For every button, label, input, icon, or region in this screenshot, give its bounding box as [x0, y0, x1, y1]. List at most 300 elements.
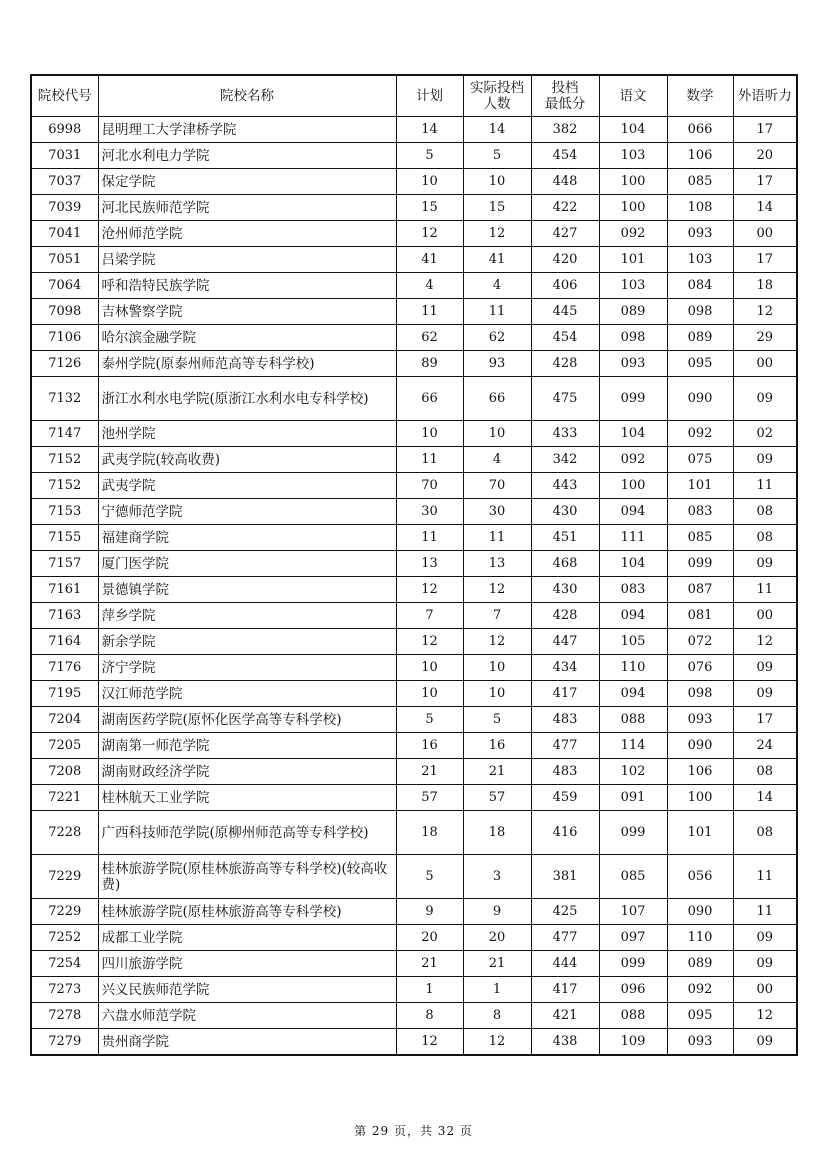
- cell-plan: 66: [396, 377, 463, 421]
- cell-chinese: 105: [599, 629, 667, 655]
- cell-math: 090: [667, 899, 733, 925]
- cell-chinese: 100: [599, 195, 667, 221]
- cell-name: 池州学院: [98, 421, 396, 447]
- cell-plan: 10: [396, 681, 463, 707]
- cell-actual: 12: [463, 629, 531, 655]
- header-math: 数学: [667, 75, 733, 117]
- cell-chinese: 094: [599, 603, 667, 629]
- cell-min-score: 447: [531, 629, 599, 655]
- cell-code: 7176: [31, 655, 98, 681]
- cell-code: 7228: [31, 811, 98, 855]
- cell-actual: 10: [463, 655, 531, 681]
- table-row: [31, 169, 797, 195]
- cell-plan: 18: [396, 811, 463, 855]
- cell-plan: 12: [396, 577, 463, 603]
- cell-min-score: 342: [531, 447, 599, 473]
- cell-listening: 17: [733, 117, 797, 143]
- table-row: [31, 655, 797, 681]
- cell-code: 7164: [31, 629, 98, 655]
- cell-chinese: 103: [599, 143, 667, 169]
- table-row: [31, 603, 797, 629]
- table-row: [31, 499, 797, 525]
- cell-listening: 12: [733, 299, 797, 325]
- cell-actual: 41: [463, 247, 531, 273]
- cell-code: 7273: [31, 977, 98, 1003]
- cell-actual: 93: [463, 351, 531, 377]
- cell-actual: 1: [463, 977, 531, 1003]
- cell-min-score: 445: [531, 299, 599, 325]
- cell-min-score: 483: [531, 759, 599, 785]
- cell-listening: 17: [733, 707, 797, 733]
- cell-actual: 15: [463, 195, 531, 221]
- cell-listening: 08: [733, 499, 797, 525]
- cell-code: 7132: [31, 377, 98, 421]
- cell-chinese: 085: [599, 855, 667, 899]
- cell-listening: 14: [733, 195, 797, 221]
- cell-name: 河北民族师范学院: [98, 195, 396, 221]
- cell-chinese: 098: [599, 325, 667, 351]
- cell-math: 100: [667, 785, 733, 811]
- cell-listening: 09: [733, 681, 797, 707]
- cell-math: 110: [667, 925, 733, 951]
- cell-min-score: 382: [531, 117, 599, 143]
- header-plan: 计划: [396, 75, 463, 117]
- cell-code: 7229: [31, 855, 98, 899]
- cell-code: 7221: [31, 785, 98, 811]
- cell-name: 武夷学院(较高收费): [98, 447, 396, 473]
- cell-chinese: 109: [599, 1029, 667, 1056]
- cell-name: 浙江水利水电学院(原浙江水利水电专科学校): [98, 377, 396, 421]
- cell-name: 泰州学院(原泰州师范高等专科学校): [98, 351, 396, 377]
- cell-code: 7279: [31, 1029, 98, 1056]
- table-row: [31, 629, 797, 655]
- table-row: [31, 421, 797, 447]
- cell-code: 7254: [31, 951, 98, 977]
- cell-listening: 14: [733, 785, 797, 811]
- table-row: [31, 759, 797, 785]
- cell-math: 101: [667, 811, 733, 855]
- cell-math: 092: [667, 421, 733, 447]
- cell-code: 7039: [31, 195, 98, 221]
- cell-math: 084: [667, 273, 733, 299]
- cell-math: 106: [667, 143, 733, 169]
- page-number: 第 29 页，共 32 页: [354, 1124, 473, 1138]
- cell-code: 7037: [31, 169, 98, 195]
- cell-math: 090: [667, 733, 733, 759]
- cell-chinese: 097: [599, 925, 667, 951]
- cell-math: 095: [667, 1003, 733, 1029]
- cell-min-score: 381: [531, 855, 599, 899]
- cell-actual: 62: [463, 325, 531, 351]
- cell-actual: 10: [463, 421, 531, 447]
- cell-code: 7051: [31, 247, 98, 273]
- table-row: [31, 977, 797, 1003]
- cell-actual: 18: [463, 811, 531, 855]
- cell-chinese: 110: [599, 655, 667, 681]
- table-row: [31, 733, 797, 759]
- cell-name: 成都工业学院: [98, 925, 396, 951]
- cell-chinese: 111: [599, 525, 667, 551]
- cell-listening: 09: [733, 925, 797, 951]
- cell-name: 汉江师范学院: [98, 681, 396, 707]
- cell-min-score: 421: [531, 1003, 599, 1029]
- table-row: [31, 1003, 797, 1029]
- cell-name: 昆明理工大学津桥学院: [98, 117, 396, 143]
- cell-name: 保定学院: [98, 169, 396, 195]
- cell-code: 7278: [31, 1003, 98, 1029]
- cell-min-score: 477: [531, 925, 599, 951]
- table-row: [31, 1029, 797, 1056]
- cell-min-score: 416: [531, 811, 599, 855]
- cell-actual: 12: [463, 1029, 531, 1056]
- cell-math: 093: [667, 1029, 733, 1056]
- cell-listening: 17: [733, 247, 797, 273]
- table-row: [31, 951, 797, 977]
- cell-chinese: 088: [599, 707, 667, 733]
- cell-plan: 1: [396, 977, 463, 1003]
- cell-math: 081: [667, 603, 733, 629]
- cell-name: 福建商学院: [98, 525, 396, 551]
- table-row: [31, 351, 797, 377]
- cell-listening: 00: [733, 603, 797, 629]
- table-row: [31, 785, 797, 811]
- table-row: [31, 195, 797, 221]
- header-min-score: [531, 75, 599, 117]
- cell-min-score: 425: [531, 899, 599, 925]
- cell-min-score: 417: [531, 681, 599, 707]
- cell-actual: 70: [463, 473, 531, 499]
- cell-listening: 08: [733, 525, 797, 551]
- cell-actual: 10: [463, 681, 531, 707]
- cell-plan: 16: [396, 733, 463, 759]
- cell-plan: 12: [396, 1029, 463, 1056]
- cell-math: 101: [667, 473, 733, 499]
- cell-actual: 66: [463, 377, 531, 421]
- cell-actual: 7: [463, 603, 531, 629]
- cell-listening: 17: [733, 169, 797, 195]
- cell-chinese: 099: [599, 951, 667, 977]
- cell-name: 武夷学院: [98, 473, 396, 499]
- cell-name: 兴义民族师范学院: [98, 977, 396, 1003]
- header-code: 院校代号: [31, 75, 98, 117]
- cell-plan: 5: [396, 855, 463, 899]
- cell-plan: 12: [396, 629, 463, 655]
- cell-math: 095: [667, 351, 733, 377]
- cell-name: 贵州商学院: [98, 1029, 396, 1056]
- cell-math: 072: [667, 629, 733, 655]
- cell-plan: 11: [396, 299, 463, 325]
- cell-math: 076: [667, 655, 733, 681]
- cell-actual: 10: [463, 169, 531, 195]
- cell-code: 7098: [31, 299, 98, 325]
- cell-code: 7152: [31, 473, 98, 499]
- cell-min-score: 428: [531, 351, 599, 377]
- cell-code: 7204: [31, 707, 98, 733]
- cell-listening: 29: [733, 325, 797, 351]
- cell-math: 089: [667, 951, 733, 977]
- cell-name: 吉林警察学院: [98, 299, 396, 325]
- cell-name: 湖南医药学院(原怀化医学高等专科学校): [98, 707, 396, 733]
- cell-chinese: 091: [599, 785, 667, 811]
- cell-actual: 8: [463, 1003, 531, 1029]
- cell-min-score: 448: [531, 169, 599, 195]
- cell-min-score: 417: [531, 977, 599, 1003]
- cell-code: 7208: [31, 759, 98, 785]
- cell-actual: 4: [463, 447, 531, 473]
- cell-math: 099: [667, 551, 733, 577]
- table-header-row: [31, 75, 797, 117]
- cell-name: 宁德师范学院: [98, 499, 396, 525]
- cell-min-score: 451: [531, 525, 599, 551]
- cell-listening: 09: [733, 951, 797, 977]
- cell-name: 河北水利电力学院: [98, 143, 396, 169]
- cell-name: 桂林旅游学院(原桂林旅游高等专科学校): [98, 899, 396, 925]
- cell-code: 7205: [31, 733, 98, 759]
- cell-code: 7153: [31, 499, 98, 525]
- cell-actual: 12: [463, 221, 531, 247]
- cell-name: 沧州师范学院: [98, 221, 396, 247]
- cell-code: 6998: [31, 117, 98, 143]
- cell-min-score: 443: [531, 473, 599, 499]
- cell-listening: 11: [733, 855, 797, 899]
- cell-actual: 12: [463, 577, 531, 603]
- cell-name: 新余学院: [98, 629, 396, 655]
- cell-code: 7147: [31, 421, 98, 447]
- cell-name: 六盘水师范学院: [98, 1003, 396, 1029]
- cell-name: 萍乡学院: [98, 603, 396, 629]
- cell-plan: 14: [396, 117, 463, 143]
- cell-actual: 13: [463, 551, 531, 577]
- cell-chinese: 094: [599, 499, 667, 525]
- cell-min-score: 433: [531, 421, 599, 447]
- cell-plan: 4: [396, 273, 463, 299]
- cell-math: 103: [667, 247, 733, 273]
- cell-chinese: 100: [599, 473, 667, 499]
- cell-math: 087: [667, 577, 733, 603]
- cell-math: 098: [667, 299, 733, 325]
- table-row: [31, 299, 797, 325]
- table-row: [31, 577, 797, 603]
- cell-listening: 08: [733, 759, 797, 785]
- cell-name: 广西科技师范学院(原柳州师范高等专科学校): [98, 811, 396, 855]
- cell-actual: 9: [463, 899, 531, 925]
- cell-code: 7155: [31, 525, 98, 551]
- cell-chinese: 083: [599, 577, 667, 603]
- cell-name: 吕梁学院: [98, 247, 396, 273]
- cell-code: 7152: [31, 447, 98, 473]
- cell-math: 083: [667, 499, 733, 525]
- cell-plan: 8: [396, 1003, 463, 1029]
- cell-plan: 41: [396, 247, 463, 273]
- table-row: [31, 247, 797, 273]
- cell-listening: 09: [733, 1029, 797, 1056]
- cell-min-score: 430: [531, 577, 599, 603]
- cell-min-score: 454: [531, 325, 599, 351]
- header-listening: 外语听力: [733, 75, 797, 117]
- cell-chinese: 104: [599, 117, 667, 143]
- cell-min-score: 420: [531, 247, 599, 273]
- header-chinese: 语文: [599, 75, 667, 117]
- cell-code: 7064: [31, 273, 98, 299]
- cell-min-score: 406: [531, 273, 599, 299]
- cell-name: 济宁学院: [98, 655, 396, 681]
- cell-listening: 20: [733, 143, 797, 169]
- cell-math: 085: [667, 525, 733, 551]
- cell-actual: 21: [463, 951, 531, 977]
- cell-listening: 00: [733, 977, 797, 1003]
- table-row: [31, 221, 797, 247]
- table-row: [31, 143, 797, 169]
- cell-code: 7163: [31, 603, 98, 629]
- cell-min-score: 468: [531, 551, 599, 577]
- table-row: [31, 811, 797, 855]
- cell-actual: 4: [463, 273, 531, 299]
- cell-math: 098: [667, 681, 733, 707]
- cell-code: 7031: [31, 143, 98, 169]
- cell-actual: 21: [463, 759, 531, 785]
- cell-code: 7157: [31, 551, 98, 577]
- cell-min-score: 454: [531, 143, 599, 169]
- cell-math: 089: [667, 325, 733, 351]
- header-actual-line2: 人数: [483, 96, 511, 112]
- cell-min-score: 422: [531, 195, 599, 221]
- table-row: [31, 551, 797, 577]
- cell-math: 090: [667, 377, 733, 421]
- cell-chinese: 104: [599, 421, 667, 447]
- cell-math: 093: [667, 707, 733, 733]
- cell-actual: 30: [463, 499, 531, 525]
- cell-listening: 09: [733, 655, 797, 681]
- cell-chinese: 088: [599, 1003, 667, 1029]
- table-row: [31, 377, 797, 421]
- cell-plan: 20: [396, 925, 463, 951]
- cell-listening: 11: [733, 899, 797, 925]
- cell-min-score: 430: [531, 499, 599, 525]
- table-row: [31, 707, 797, 733]
- cell-plan: 7: [396, 603, 463, 629]
- cell-plan: 30: [396, 499, 463, 525]
- cell-name: 湖南财政经济学院: [98, 759, 396, 785]
- cell-plan: 10: [396, 655, 463, 681]
- cell-math: 108: [667, 195, 733, 221]
- cell-plan: 9: [396, 899, 463, 925]
- cell-name: 桂林旅游学院(原桂林旅游高等专科学校)(较高收费): [98, 855, 396, 899]
- header-min-line2: 最低分: [544, 96, 586, 112]
- cell-actual: 11: [463, 299, 531, 325]
- cell-actual: 3: [463, 855, 531, 899]
- header-actual-line1: 实际投档: [470, 80, 524, 96]
- cell-name: 四川旅游学院: [98, 951, 396, 977]
- cell-chinese: 089: [599, 299, 667, 325]
- table-body: [31, 117, 797, 1056]
- table-row: [31, 117, 797, 143]
- table-row: [31, 899, 797, 925]
- table-row: [31, 447, 797, 473]
- table-row: [31, 681, 797, 707]
- cell-chinese: 114: [599, 733, 667, 759]
- cell-listening: 02: [733, 421, 797, 447]
- cell-math: 066: [667, 117, 733, 143]
- cell-chinese: 093: [599, 351, 667, 377]
- header-name: 院校名称: [98, 75, 396, 117]
- cell-min-score: 459: [531, 785, 599, 811]
- admission-score-table: [30, 74, 798, 1056]
- cell-chinese: 107: [599, 899, 667, 925]
- cell-plan: 11: [396, 525, 463, 551]
- cell-name: 景德镇学院: [98, 577, 396, 603]
- cell-chinese: 102: [599, 759, 667, 785]
- cell-listening: 00: [733, 351, 797, 377]
- cell-actual: 5: [463, 143, 531, 169]
- cell-listening: 24: [733, 733, 797, 759]
- cell-plan: 11: [396, 447, 463, 473]
- cell-min-score: 427: [531, 221, 599, 247]
- cell-chinese: 101: [599, 247, 667, 273]
- cell-min-score: 477: [531, 733, 599, 759]
- cell-math: 106: [667, 759, 733, 785]
- cell-listening: 09: [733, 447, 797, 473]
- cell-chinese: 100: [599, 169, 667, 195]
- table-row: [31, 273, 797, 299]
- cell-listening: 12: [733, 1003, 797, 1029]
- cell-plan: 5: [396, 707, 463, 733]
- cell-code: 7106: [31, 325, 98, 351]
- cell-chinese: 099: [599, 377, 667, 421]
- table-row: [31, 473, 797, 499]
- cell-code: 7126: [31, 351, 98, 377]
- cell-plan: 15: [396, 195, 463, 221]
- cell-plan: 10: [396, 169, 463, 195]
- cell-code: 7161: [31, 577, 98, 603]
- cell-code: 7252: [31, 925, 98, 951]
- header-actual: [463, 75, 531, 117]
- cell-math: 093: [667, 221, 733, 247]
- cell-plan: 13: [396, 551, 463, 577]
- cell-chinese: 099: [599, 811, 667, 855]
- cell-listening: 18: [733, 273, 797, 299]
- cell-plan: 21: [396, 759, 463, 785]
- cell-plan: 5: [396, 143, 463, 169]
- cell-listening: 00: [733, 221, 797, 247]
- cell-actual: 20: [463, 925, 531, 951]
- cell-chinese: 096: [599, 977, 667, 1003]
- cell-math: 075: [667, 447, 733, 473]
- cell-name: 呼和浩特民族学院: [98, 273, 396, 299]
- cell-listening: 08: [733, 811, 797, 855]
- cell-min-score: 434: [531, 655, 599, 681]
- cell-name: 湖南第一师范学院: [98, 733, 396, 759]
- cell-plan: 10: [396, 421, 463, 447]
- table-row: [31, 925, 797, 951]
- cell-plan: 70: [396, 473, 463, 499]
- cell-plan: 57: [396, 785, 463, 811]
- cell-min-score: 483: [531, 707, 599, 733]
- cell-chinese: 092: [599, 447, 667, 473]
- cell-actual: 14: [463, 117, 531, 143]
- cell-code: 7195: [31, 681, 98, 707]
- cell-listening: 11: [733, 473, 797, 499]
- cell-plan: 89: [396, 351, 463, 377]
- cell-chinese: 094: [599, 681, 667, 707]
- cell-name: 桂林航天工业学院: [98, 785, 396, 811]
- cell-listening: 11: [733, 577, 797, 603]
- cell-code: 7041: [31, 221, 98, 247]
- cell-math: 056: [667, 855, 733, 899]
- cell-actual: 11: [463, 525, 531, 551]
- table-row: [31, 325, 797, 351]
- table-row: [31, 855, 797, 899]
- header-min-line1: 投档: [551, 80, 579, 96]
